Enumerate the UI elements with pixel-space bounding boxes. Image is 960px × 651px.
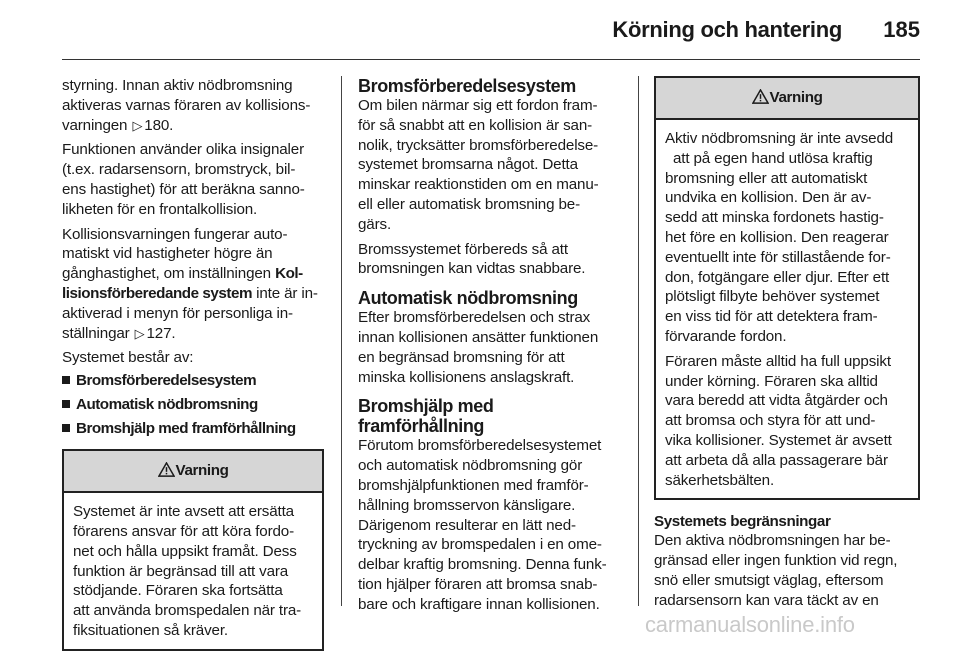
column-3 [654,76,920,616]
bullet-square-icon [62,424,70,432]
column-2 [358,76,624,620]
warning-header [64,451,322,493]
warning-header [656,78,918,120]
watermark: carmanualsonline.info [645,612,855,637]
warning-box [62,449,324,651]
paragraph-system-consists: Systemet består av: [62,349,194,367]
column-divider-2 [638,76,639,606]
section-heading: Bromshjälp med framförhållning [358,396,494,437]
list-item: Automatisk nödbromsning [62,393,324,417]
page-header [0,0,960,60]
warning-title: Varning [769,89,823,106]
column-divider-1 [341,76,342,606]
warning-title: Varning [175,462,229,480]
setting-name: lisionsförberedande system [62,284,253,302]
paragraph: Förutom bromsförberedelsesystemet och automatisk nödbromsning gör bromshjälpfunktionen med framför- hållning bromsservon känsligare. Därigenom resulterar en lätt ned- tryckning av bromspedalen i en ome- delbar kraftig bromsning. Denna funk- tion hjälper föraren att bromsa snab- bare och kraftigare innan kollisionen. [358,437,607,613]
bullet-square-icon [62,400,70,408]
page-number: 185 [883,17,920,42]
paragraph: Efter bromsförberedelsen och strax innan kollisionen ansätter funktionen en begränsad bromsning för att minska kollisionens anslagskraft. [358,309,599,386]
header-divider [62,59,920,60]
system-components-list [62,369,324,441]
warning-body [656,120,918,498]
warning-box [654,76,920,500]
page-reference-arrow-icon: ▷ [134,325,145,341]
list-item: Bromshjälp med framförhållning [62,417,324,441]
page-reference-link[interactable]: 127. [146,324,176,342]
warning-triangle-icon [158,462,175,477]
paragraph-inputs: Funktionen använder olika insignaler (t.ex. radarsensorn, bromstryck, bil- ens hastighet) för att beräkna sanno- likheten för en frontalkollision. [62,141,305,218]
section-heading: Bromsförberedelsesystem [358,76,576,96]
list-item: Bromsförberedelsesystem [62,369,324,393]
warning-text: Aktiv nödbromsning är inte avsedd att på egen hand utlösa kraftig bromsning eller att automatiskt undvika en kollision. Den är av- sedd att minska fordonets hastig- het före en kollision. Den reagerar eventuellt inte för stillastående for- don, fotgängare eller djur. Efter ett plötsligt filbyte behöver systemet en viss tid för att detektera fram- förvarande fordon. [665,130,894,345]
bullet-square-icon [62,376,70,384]
column-1 [62,76,324,651]
warning-text: Föraren måste alltid ha full uppsikt under körning. Föraren ska alltid vara beredd att vidta åtgärder och att bromsa och styra för att und- vika kollisioner. Systemet är avsett att arbeta då alla passagerare bär säkerhetsbälten. [665,352,892,489]
section-heading: Systemets begränsningar [654,513,831,531]
page-reference-arrow-icon: ▷ [132,117,143,133]
page-title: Körning och hantering [612,17,842,42]
section-heading: Automatisk nödbromsning [358,288,578,309]
paragraph: Den aktiva nödbromsningen har be- gränsad eller ingen funktion vid regn, snö eller smutsigt väglag, eftersom radarsensorn kan vara täckt av en [654,532,898,609]
paragraph-activation: Kollisionsvarningen fungerar auto- matiskt vid hastigheter högre än gånghastighet, om inställningen Kol- lisionsförberedande system inte är in- aktiverad i menyn för personliga in- ställningar ▷ 127. [62,225,318,342]
warning-triangle-icon [752,89,769,104]
warning-text: Systemet är inte avsett att ersätta förarens ansvar för att köra fordo- net och hålla uppsikt framåt. Dess funktion är begränsad till att vara stödjande. Föraren ska fortsätta att använda bromspedalen när tra- fiksituationen så kräver. [73,503,302,639]
page-reference-link[interactable]: 180. [144,116,174,134]
warning-body [64,493,322,649]
paragraph: Om bilen närmar sig ett fordon fram- för så snabbt att en kollision är san- nolik, trycksätter bromsförberedelse- systemet bromsarna något. Detta minskar reaktionstiden om en manu- ell eller automatisk bromsning be- gärs. [358,97,599,233]
paragraph-continuation: styrning. Innan aktiv nödbromsning aktiveras varnas föraren av kollisions- varningen ▷ 180. [62,77,311,134]
paragraph: Bromssystemet förbereds så att bromsningen kan vidtas snabbare. [358,240,586,278]
